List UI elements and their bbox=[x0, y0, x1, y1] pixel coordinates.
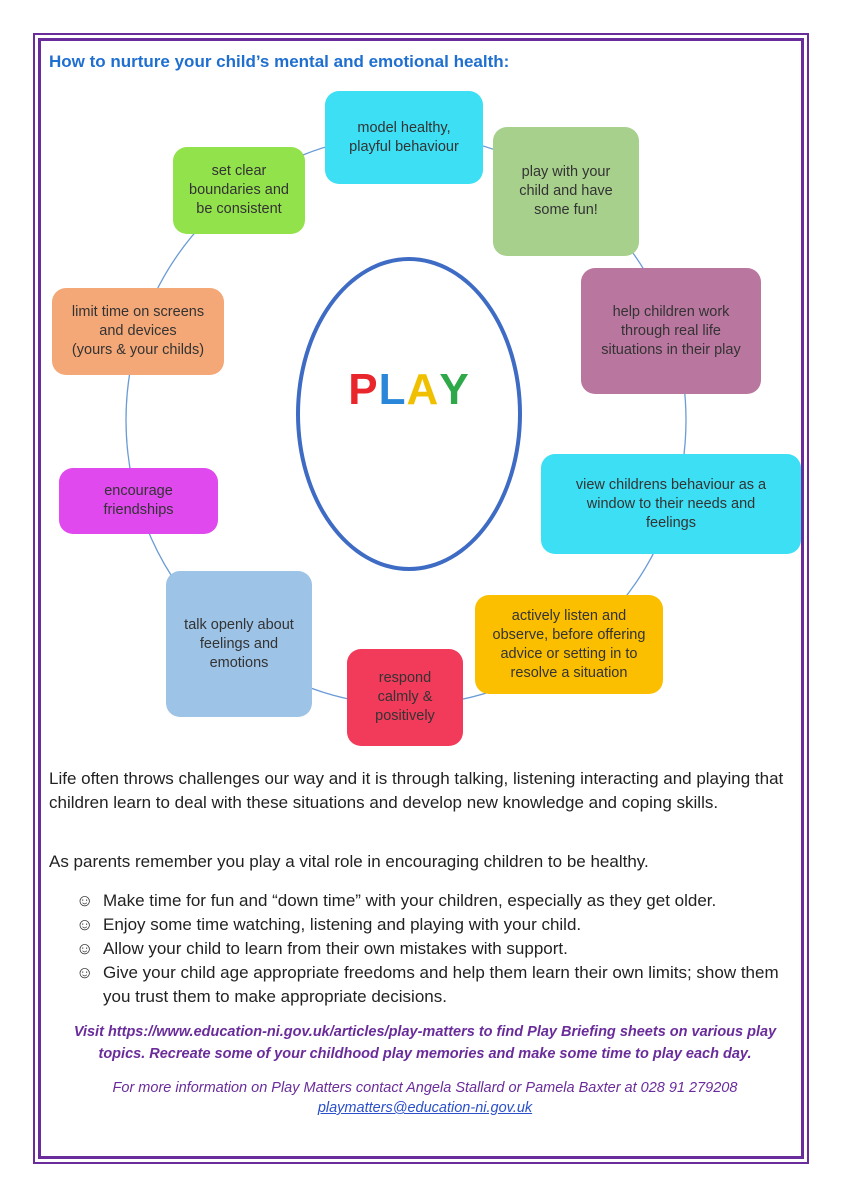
box-model-behaviour bbox=[325, 91, 483, 184]
box-line: help children work bbox=[612, 303, 730, 320]
list-item bbox=[76, 937, 796, 961]
box-view-behaviour bbox=[541, 454, 801, 554]
play-letter: L bbox=[378, 365, 407, 414]
box-text bbox=[493, 607, 646, 683]
tips-list bbox=[76, 889, 796, 1009]
contact-info bbox=[60, 1078, 790, 1118]
box-real-life bbox=[581, 268, 761, 394]
box-line: emotions bbox=[209, 654, 269, 671]
box-text bbox=[189, 162, 289, 219]
box-line: calmly & bbox=[377, 689, 433, 705]
box-boundaries bbox=[173, 147, 305, 234]
box-line: through real life bbox=[621, 322, 721, 339]
page-title: How to nurture your child’s mental and emotional health: bbox=[49, 52, 510, 71]
box-line: encourage bbox=[104, 483, 173, 499]
smiley-icon: ☺ bbox=[76, 891, 94, 910]
box-line: talk openly about bbox=[184, 616, 294, 633]
play-letter: A bbox=[406, 365, 440, 414]
play-letter: P bbox=[348, 365, 379, 414]
parents-paragraph: As parents remember you play a vital role in encouraging children to be healthy. bbox=[49, 852, 649, 871]
box-line: situations in their play bbox=[601, 341, 741, 358]
box-play-fun bbox=[493, 127, 639, 256]
box-text bbox=[576, 476, 766, 533]
tip-text: Allow your child to learn from their own mistakes with support. bbox=[103, 939, 568, 958]
box-line: child and have bbox=[519, 183, 613, 199]
box-text bbox=[184, 616, 294, 673]
box-line: some fun! bbox=[534, 202, 598, 218]
tip-text: Enjoy some time watching, listening and playing with your child. bbox=[103, 915, 582, 934]
box-line: set clear bbox=[211, 163, 267, 179]
box-line: window to their needs and bbox=[586, 495, 756, 512]
smiley-icon: ☺ bbox=[76, 939, 94, 958]
box-line: model healthy, bbox=[357, 119, 451, 136]
contact-text: For more information on Play Matters contact Angela Stallard or Pamela Baxter at 028 91 279208 bbox=[112, 1080, 738, 1096]
box-line: view childrens behaviour as a bbox=[575, 476, 767, 493]
box-line: advice or setting in to bbox=[500, 645, 638, 662]
box-text bbox=[349, 119, 459, 157]
list-item bbox=[76, 913, 796, 937]
box-friendships bbox=[59, 468, 218, 534]
play-word bbox=[296, 365, 522, 415]
box-line: friendships bbox=[103, 502, 174, 518]
box-limit-screens bbox=[52, 288, 224, 375]
box-text bbox=[103, 482, 173, 520]
smiley-icon: ☺ bbox=[76, 915, 94, 934]
play-letter: Y bbox=[439, 365, 470, 414]
box-line: feelings and bbox=[199, 635, 279, 652]
box-line: feelings bbox=[646, 514, 696, 531]
box-text bbox=[72, 303, 204, 360]
box-line: positively bbox=[375, 708, 435, 724]
intro-paragraph: Life often throws challenges our way and it is through talking, listening interacting and playing that children learn to deal with these situations and develop new knowledge and coping skills. bbox=[49, 769, 784, 812]
box-respond-calmly bbox=[347, 649, 463, 746]
box-text bbox=[601, 303, 740, 360]
tip-text: Give your child age appropriate freedoms and help them learn their own limits; show them you trust them to make appropriate decisions. bbox=[103, 963, 779, 1006]
box-line: (yours & your childs) bbox=[71, 342, 205, 358]
box-line: boundaries and bbox=[189, 182, 289, 198]
box-line: playful behaviour bbox=[349, 138, 459, 155]
box-line: observe, before offering bbox=[492, 626, 646, 643]
box-line: resolve a situation bbox=[510, 664, 628, 681]
list-item bbox=[76, 889, 796, 913]
list-item bbox=[76, 961, 796, 1009]
tip-text: Make time for fun and “down time” with your children, especially as they get older. bbox=[103, 891, 717, 910]
box-talk-openly bbox=[166, 571, 312, 717]
box-line: respond bbox=[378, 670, 432, 686]
box-text bbox=[519, 163, 613, 220]
box-line: limit time on screens bbox=[71, 304, 205, 320]
contact-email-link[interactable]: playmatters@education-ni.gov.uk bbox=[317, 1100, 533, 1116]
box-actively-listen bbox=[475, 595, 663, 694]
box-line: and devices bbox=[99, 323, 177, 339]
visit-note: Visit https://www.education-ni.gov.uk/articles/play-matters to find Play Briefing sheets on various play topics. Recreate some of your childhood play memories and make some time to play each day. bbox=[73, 1024, 777, 1062]
box-line: actively listen and bbox=[511, 607, 627, 624]
box-line: be consistent bbox=[196, 201, 282, 217]
box-text bbox=[375, 669, 435, 726]
smiley-icon: ☺ bbox=[76, 963, 94, 982]
box-line: play with your bbox=[521, 164, 611, 180]
